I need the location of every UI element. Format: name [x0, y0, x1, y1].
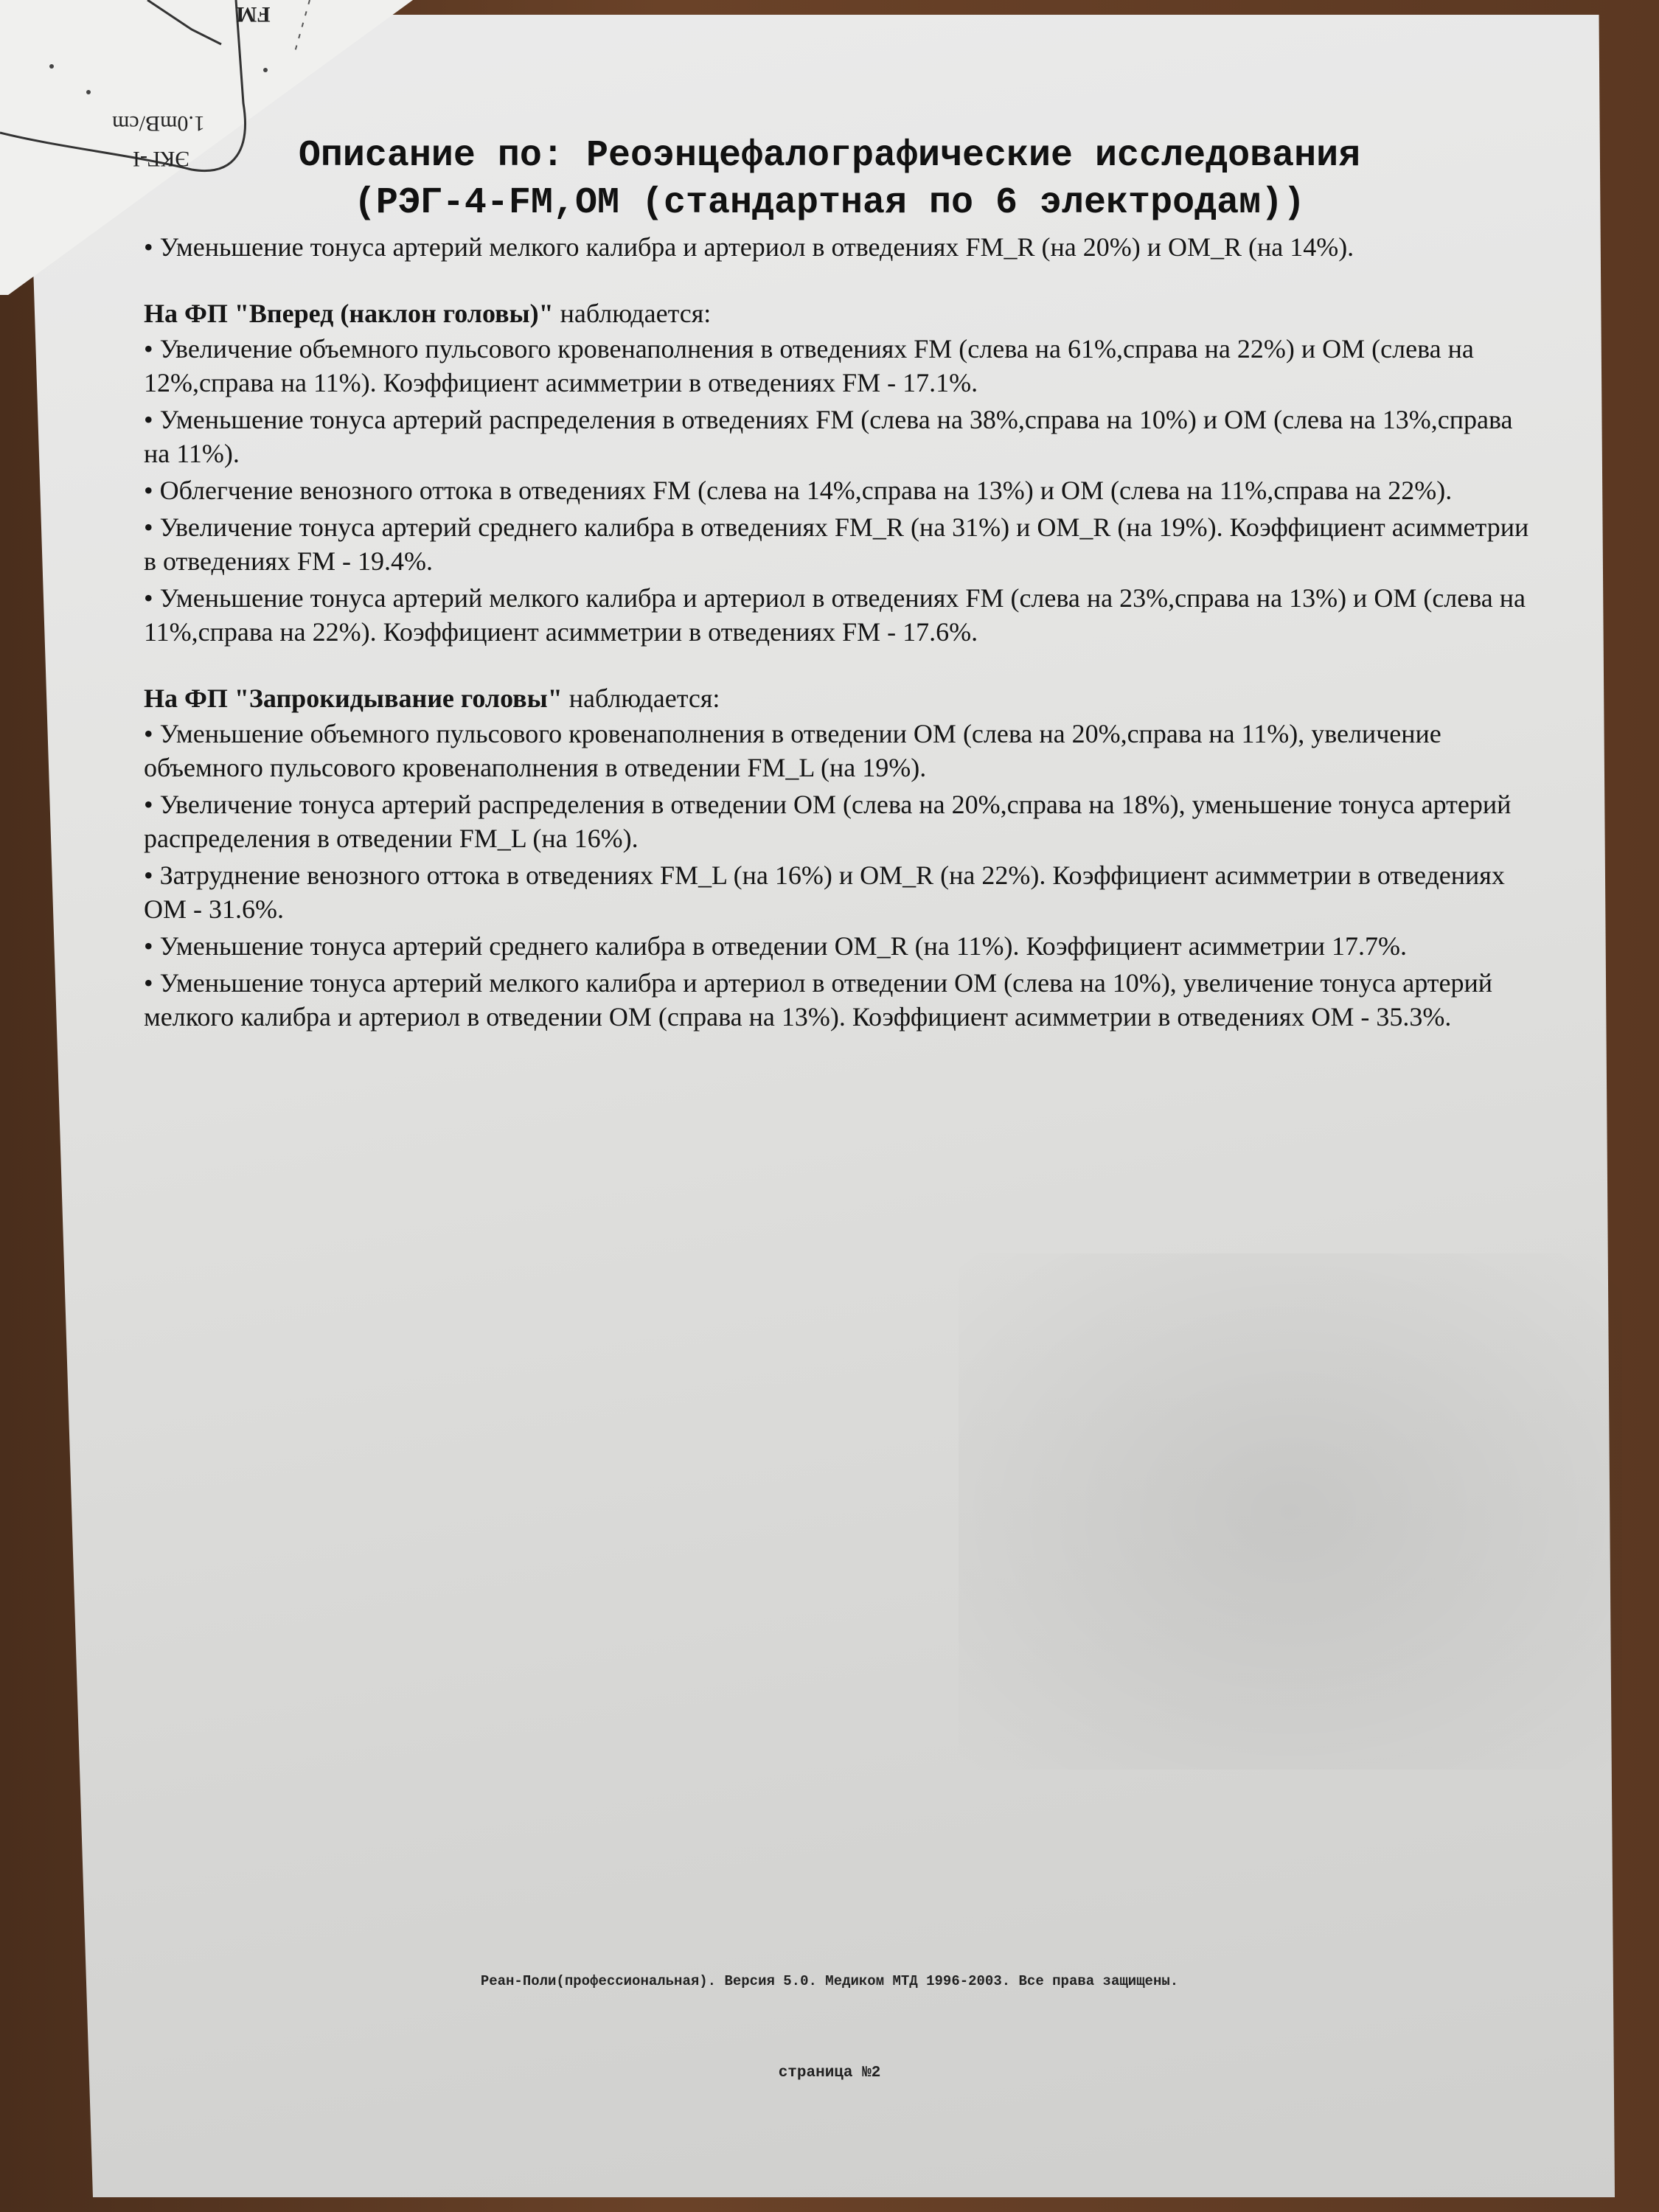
overlay-corner-label: FM: [236, 2, 271, 27]
section-heading: [144, 296, 1545, 330]
title-line-1: Описание по: Реоэнцефалографические исследования: [298, 135, 1361, 177]
section-forward-tilt: [144, 296, 1545, 649]
section-heading: [144, 681, 1545, 715]
software-footer: Реан-Поли(профессиональная). Версия 5.0. Медиком МТД 1996-2003. Все права защищены.: [480, 1973, 1179, 1989]
title-line-2: (РЭГ-4-FM,OM (стандартная по 6 электродам)): [353, 182, 1306, 224]
document-title: [0, 133, 1659, 227]
overlay-scale-label: 1.0mB/cm: [112, 111, 205, 136]
document-body: [144, 230, 1545, 1037]
section-head-tilt-back: [144, 681, 1545, 1034]
finding-bullet: • Увеличение объемного пульсового кровенаполнения в отведениях FM (слева на 61%,справа на 22%) и OM (слева на 12%,справа на 11%). Коэффициент асимметрии в отведениях FM - 17.1%.: [144, 334, 1474, 397]
finding-bullet: • Увеличение тонуса артерий распределения в отведении OM (слева на 20%,справа на 18%), уменьшение тонуса артерий распределения в отведении FM_L (на 16%).: [144, 790, 1512, 853]
overlay-code-label: ЭКГ-I: [133, 147, 190, 171]
intro-bullet: • Уменьшение тонуса артерий мелкого калибра и артериол в отведениях FM_R (на 20%) и OM_R (на 14%).: [144, 232, 1354, 262]
finding-bullet: • Уменьшение объемного пульсового кровенаполнения в отведении OM (слева на 20%,справа на 11%), увеличение объемного пульсового кровенаполнения в отведении FM_L (на 19%).: [144, 719, 1441, 782]
finding-bullet: • Облегчение венозного оттока в отведениях FM (слева на 14%,справа на 13%) и OM (слева на 11%,справа на 22%).: [144, 476, 1453, 505]
finding-bullet: • Уменьшение тонуса артерий среднего калибра в отведении OM_R (на 11%). Коэффициент асимметрии 17.7%.: [144, 931, 1408, 961]
finding-bullet: • Уменьшение тонуса артерий мелкого калибра и артериол в отведениях FM (слева на 23%,справа на 13%) и OM (слева на 11%,справа на 22%). Коэффициент асимметрии в отведениях FM - 17.6%.: [144, 583, 1526, 647]
section-heading-title: На ФП "Запрокидывание головы": [144, 684, 563, 713]
finding-bullet: • Затруднение венозного оттока в отведениях FM_L (на 16%) и OM_R (на 22%). Коэффициент асимметрии в отведениях OM - 31.6%.: [144, 860, 1505, 924]
section-heading-suffix: наблюдается:: [568, 684, 720, 713]
finding-bullet: • Уменьшение тонуса артерий мелкого калибра и артериол в отведении OM (слева на 10%), увеличение тонуса артерий мелкого калибра и артериол в отведении OM (справа на 13%). Коэффициент асимметрии в отведениях OM - 35.3%.: [144, 968, 1493, 1032]
finding-bullet: • Уменьшение тонуса артерий распределения в отведениях FM (слева на 38%,справа на 10%) и OM (слева на 13%,справа на 11%).: [144, 405, 1513, 468]
page-shadow: [959, 1253, 1622, 1770]
page-number: страница №2: [778, 2065, 881, 2081]
finding-bullet: • Увеличение тонуса артерий среднего калибра в отведениях FM_R (на 31%) и OM_R (на 19%). Коэффициент асимметрии в отведениях FM - 19.4%.: [144, 512, 1529, 576]
section-heading-suffix: наблюдается:: [560, 299, 712, 328]
section-heading-title: На ФП "Вперед (наклон головы)": [144, 299, 554, 328]
